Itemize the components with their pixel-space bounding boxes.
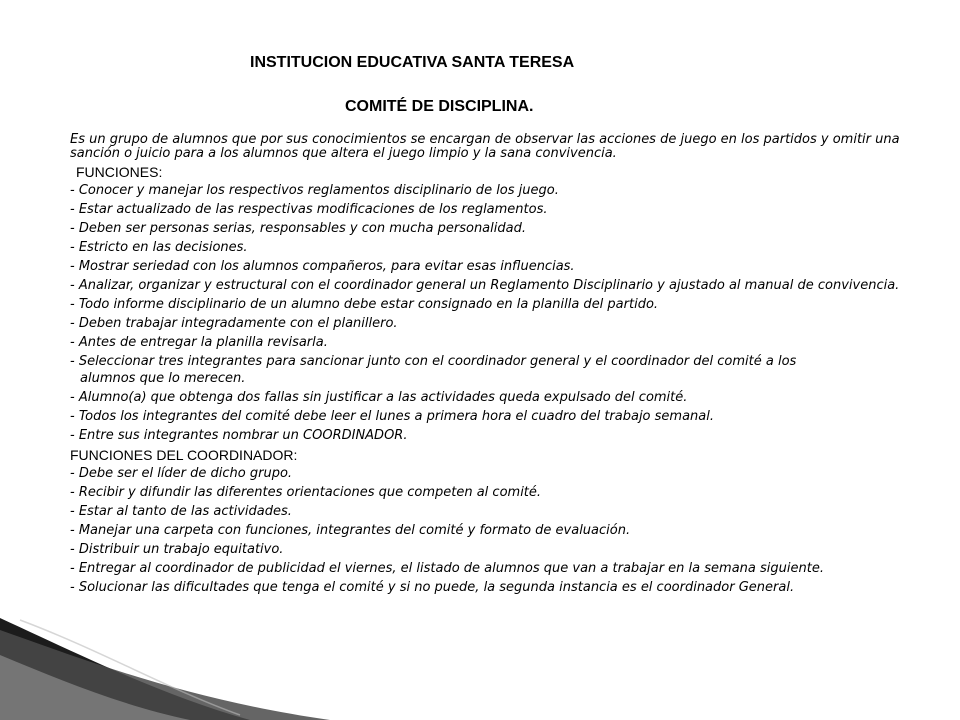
list-item: - Alumno(a) que obtenga dos fallas sin justificar a las actividades queda expulsado del comité. [70,390,688,405]
list-item: - Estar al tanto de las actividades. [70,504,292,519]
committee-title: COMITÉ DE DISCIPLINA. [345,98,534,115]
list-item-continuation: alumnos que lo merecen. [80,371,246,386]
list-item: - Antes de entregar la planilla revisarla. [70,335,328,350]
list-item: - Analizar, organizar y estructural con el coordinador general un Reglamento Disciplinario y ajustado al manual de convivencia. [70,278,900,293]
list-item: - Todos los integrantes del comité debe leer el lunes a primera hora el cuadro del trabajo semanal. [70,409,714,424]
coordinador-list [70,467,930,595]
list-item: - Entre sus integrantes nombrar un COORDINADOR. [70,428,408,443]
list-item: - Estricto en las decisiones. [70,240,248,255]
list-item: - Estar actualizado de las respectivas modificaciones de los reglamentos. [70,202,548,217]
list-item: - Entregar al coordinador de publicidad el viernes, el listado de alumnos que van a trabajar en la semana siguiente. [70,561,824,576]
intro-paragraph: Es un grupo de alumnos que por sus conocimientos se encargan de observar las acciones de juego en los partidos y omitir una sanción o juicio para a los alumnos que altera el juego limpio y la sana convivencia. [70,132,900,161]
body-content [70,133,930,600]
coordinador-heading: FUNCIONES DEL COORDINADOR: [70,447,298,463]
list-item: - Manejar una carpeta con funciones, integrantes del comité y formato de evaluación. [70,523,631,538]
list-item: - Todo informe disciplinario de un alumno debe estar consignado en la planilla del partido. [70,297,659,312]
institution-title: INSTITUCION EDUCATIVA SANTA TERESA [250,54,575,71]
list-item: - Distribuir un trabajo equitativo. [70,542,284,557]
funciones-list [70,184,930,443]
list-item: - Seleccionar tres integrantes para sancionar junto con el coordinador general y el coordinador del comité a los [70,354,797,369]
funciones-heading: FUNCIONES: [76,164,163,180]
list-item: - Solucionar las dificultades que tenga el comité y si no puede, la segunda instancia es el coordinador General. [70,580,795,595]
list-item: - Mostrar seriedad con los alumnos compañeros, para evitar esas influencias. [70,259,575,274]
list-item: - Recibir y difundir las diferentes orientaciones que competen al comité. [70,485,542,500]
list-item: - Debe ser el líder de dicho grupo. [70,466,293,481]
list-item: - Deben ser personas serias, responsables y con mucha personalidad. [70,221,526,236]
list-item: - Deben trabajar integradamente con el planillero. [70,316,398,331]
list-item: - Conocer y manejar los respectivos reglamentos disciplinario de los juego. [70,183,559,198]
